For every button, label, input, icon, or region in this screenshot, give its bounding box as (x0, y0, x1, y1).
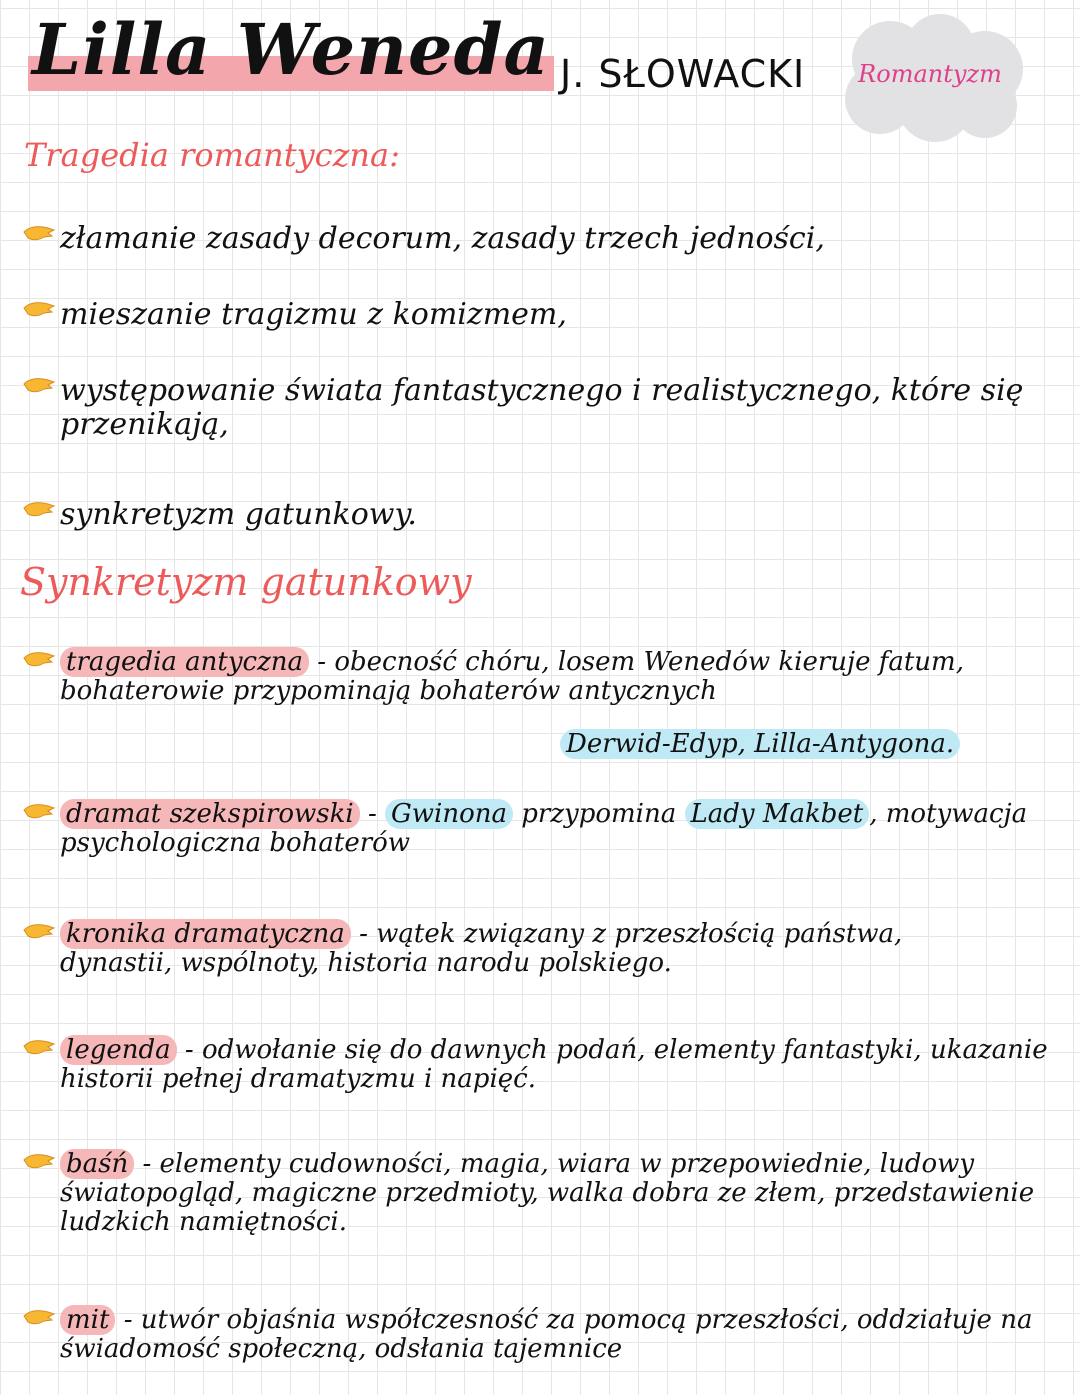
list-item (22, 498, 1062, 532)
list-item (22, 1036, 1062, 1094)
page-title (28, 8, 554, 91)
list-item (22, 298, 1062, 332)
dash: - (367, 799, 377, 829)
pointing-hand-icon (22, 374, 56, 396)
section-heading-synkretyzm: Synkretyzm gatunkowy (20, 560, 472, 604)
parallels-highlight: Derwid-Edyp, Lilla-Antygona. (560, 729, 960, 759)
genre-description: - obecność chóru, losem Wenedów kieruje fatum, bohaterowie przypominają bohaterów antycznych (60, 647, 964, 706)
list-item-text: synkretyzm gatunkowy. (60, 497, 417, 532)
genre-term: dramat szekspirowski (60, 799, 360, 829)
genre-term: tragedia antyczna (60, 647, 309, 677)
genre-description: , motywacja psychologiczna bohaterów (60, 799, 1028, 858)
section-heading-tragedia: Tragedia romantyczna: (24, 136, 400, 174)
pointing-hand-icon (22, 800, 56, 822)
list-item (22, 222, 1062, 256)
author: J. SŁOWACKI (560, 52, 806, 96)
genre-term: kronika dramatyczna (60, 919, 351, 949)
list-item (22, 920, 1022, 978)
genre-term: baśń (60, 1149, 134, 1179)
genre-description: - utwór objaśnia współczesność za pomocą przeszłości, oddziałuje na świadomość społeczną, odsłania tajemnice (60, 1305, 1033, 1364)
list-item-text: występowanie świata fantastycznego i realistycznego, które się przenikają, (60, 373, 1024, 442)
pointing-hand-icon (22, 1150, 56, 1172)
compare-word: przypomina (521, 799, 677, 829)
character-gwinona: Gwinona (385, 799, 513, 829)
pointing-hand-icon (22, 298, 56, 320)
list-item-text: złamanie zasady decorum, zasady trzech jedności, (60, 221, 825, 256)
pointing-hand-icon (22, 920, 56, 942)
genre-description: - wątek związany z przeszłością państwa, dynastii, wspólnoty, historia narodu polskiego. (60, 919, 903, 978)
list-item (22, 1306, 1042, 1364)
list-item (22, 1150, 1062, 1237)
list-item-text: mieszanie tragizmu z komizmem, (60, 297, 567, 332)
era-tag: Romantyzm (858, 60, 1002, 88)
title-text: Lilla Weneda (28, 8, 554, 91)
list-item (22, 648, 1052, 706)
list-item (22, 800, 1052, 858)
list-item (22, 374, 1032, 442)
pointing-hand-icon (22, 1036, 56, 1058)
pointing-hand-icon (22, 498, 56, 520)
genre-description: - odwołanie się do dawnych podań, elementy fantastyki, ukazanie historii pełnej dramatyzmu i napięć. (60, 1035, 1048, 1094)
character-parallels (560, 730, 960, 759)
genre-term: mit (60, 1305, 115, 1335)
pointing-hand-icon (22, 222, 56, 244)
genre-description: - elementy cudowności, magia, wiara w przepowiednie, ludowy światopogląd, magiczne przedmioty, walka dobra ze złem, przedstawienie ludzkich namiętności. (60, 1149, 1035, 1237)
pointing-hand-icon (22, 648, 56, 670)
character-lady-makbet: Lady Makbet (685, 799, 870, 829)
genre-term: legenda (60, 1035, 177, 1065)
pointing-hand-icon (22, 1306, 56, 1328)
